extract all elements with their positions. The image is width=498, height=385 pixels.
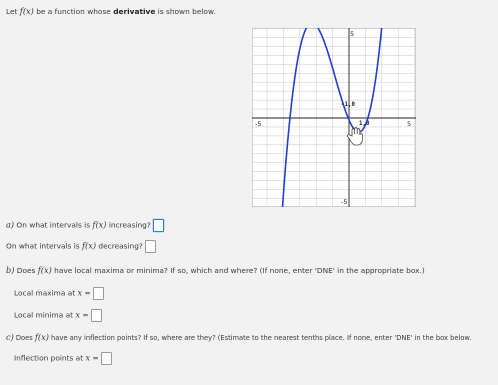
- inflection-points-input[interactable]: [101, 352, 112, 365]
- point-label-neg1: -1,0: [341, 102, 355, 108]
- decreasing-intervals-input[interactable]: [145, 240, 156, 253]
- derivative-graph: [252, 28, 416, 207]
- local-maxima-row: Local maxima at x =: [14, 287, 104, 300]
- question-a-decreasing: On what intervals is f(x) decreasing?: [6, 240, 156, 253]
- inflection-points-row: Inflection points at x =: [14, 352, 112, 365]
- local-minima-row: Local minima at x =: [14, 309, 102, 322]
- question-a: a) On what intervals is f(x) increasing?: [6, 219, 164, 232]
- increasing-intervals-input[interactable]: [153, 219, 164, 232]
- y-max-label: 5: [350, 30, 355, 38]
- intro-text: Let f(x) be a function whose derivative is shown below.: [6, 6, 216, 16]
- question-c: c) Does f(x) have any inflection points? If so, where are they? (Estimate to the nearest tenths place. If none, enter 'DNE' in the box below.: [6, 332, 472, 342]
- x-min-label: -5: [255, 120, 262, 128]
- x-max-label: 5: [407, 120, 412, 128]
- local-maxima-input[interactable]: [93, 287, 104, 300]
- y-min-label: -5: [341, 198, 348, 206]
- point-label-1: 1,0: [359, 121, 370, 127]
- question-b: b) Does f(x) have local maxima or minima? If so, which and where? (If none, enter 'DNE' in the appropriate box.): [6, 265, 425, 275]
- local-minima-input[interactable]: [91, 309, 102, 322]
